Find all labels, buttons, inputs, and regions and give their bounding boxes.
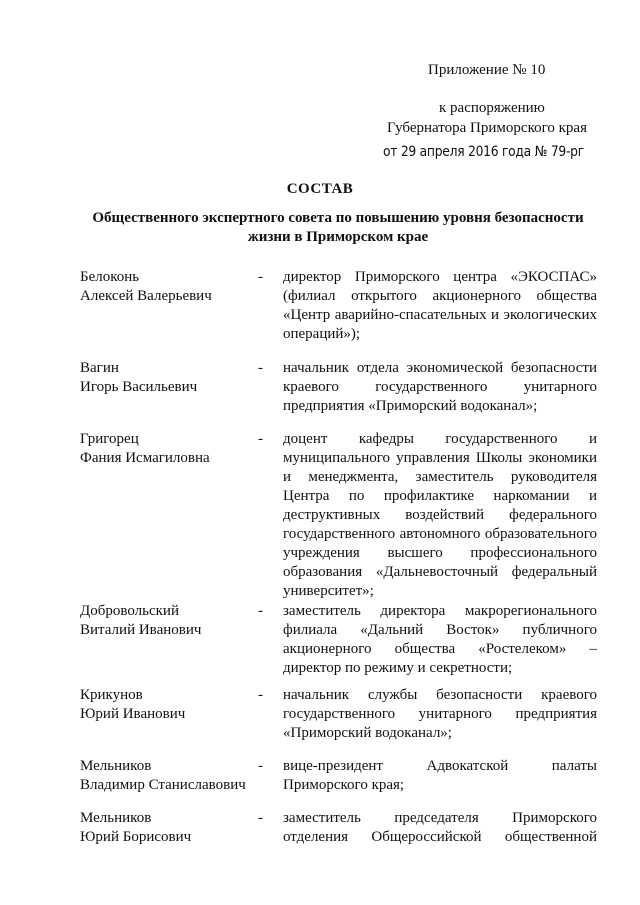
member-dash: - bbox=[258, 360, 263, 376]
member-dash: - bbox=[258, 758, 263, 774]
member-role: вице-президент Адвокатской палаты Приморского края; bbox=[283, 758, 597, 793]
to-order-line: к распоряжению bbox=[439, 100, 545, 116]
member-name: Крикунов Юрий Иванович bbox=[80, 687, 186, 722]
member-role: заместитель директора макрорегионального филиала «Дальний Восток» публичного акционерного общества «Ростелеком» – директор по режиму и секретности; bbox=[283, 603, 597, 676]
member-role: заместитель председателя Приморского отделения Общероссийской общественной bbox=[283, 810, 597, 845]
member-name: Мельников Владимир Станиславович bbox=[80, 758, 246, 793]
appendix-number: Приложение № 10 bbox=[428, 62, 546, 78]
member-dash: - bbox=[258, 810, 263, 826]
governor-line: Губернатора Приморского края bbox=[387, 120, 587, 136]
document-title: СОСТАВ bbox=[286, 181, 354, 197]
member-name: Григорец Фания Исмагиловна bbox=[80, 431, 210, 466]
member-name: Вагин Игорь Васильевич bbox=[80, 360, 198, 395]
document-subtitle: Общественного экспертного совета по повышению уровня безопасности жизни в Приморском крае bbox=[92, 210, 584, 245]
member-name: Мельников Юрий Борисович bbox=[80, 810, 192, 845]
member-name: Белоконь Алексей Валерьевич bbox=[80, 269, 212, 304]
member-dash: - bbox=[258, 431, 263, 447]
order-date: от 29 апреля 2016 года № 79-рг bbox=[383, 144, 584, 160]
member-role: начальник отдела экономической безопасности краевого государственного унитарного предприятия «Приморский водоканал»; bbox=[283, 360, 597, 414]
member-role: доцент кафедры государственного и муниципального управления Школы экономики и менеджмента, заместитель руководителя Центра по профилактике наркомании и деструктивных воздействий федерального государственного автономного образовательного учреждения высшего профессионального образования «Дальневосточный федеральный университет»; bbox=[283, 431, 597, 599]
member-dash: - bbox=[258, 687, 263, 703]
member-dash: - bbox=[258, 269, 263, 285]
member-role: директор Приморского центра «ЭКОСПАС» (филиал открытого акционерного общества «Центр аварийно-спасательных и экологических операций»); bbox=[283, 269, 597, 342]
member-name: Добровольский Виталий Иванович bbox=[80, 603, 202, 638]
member-role: начальник службы безопасности краевого государственного унитарного предприятия «Приморский водоканал»; bbox=[283, 687, 597, 741]
member-dash: - bbox=[258, 603, 263, 619]
